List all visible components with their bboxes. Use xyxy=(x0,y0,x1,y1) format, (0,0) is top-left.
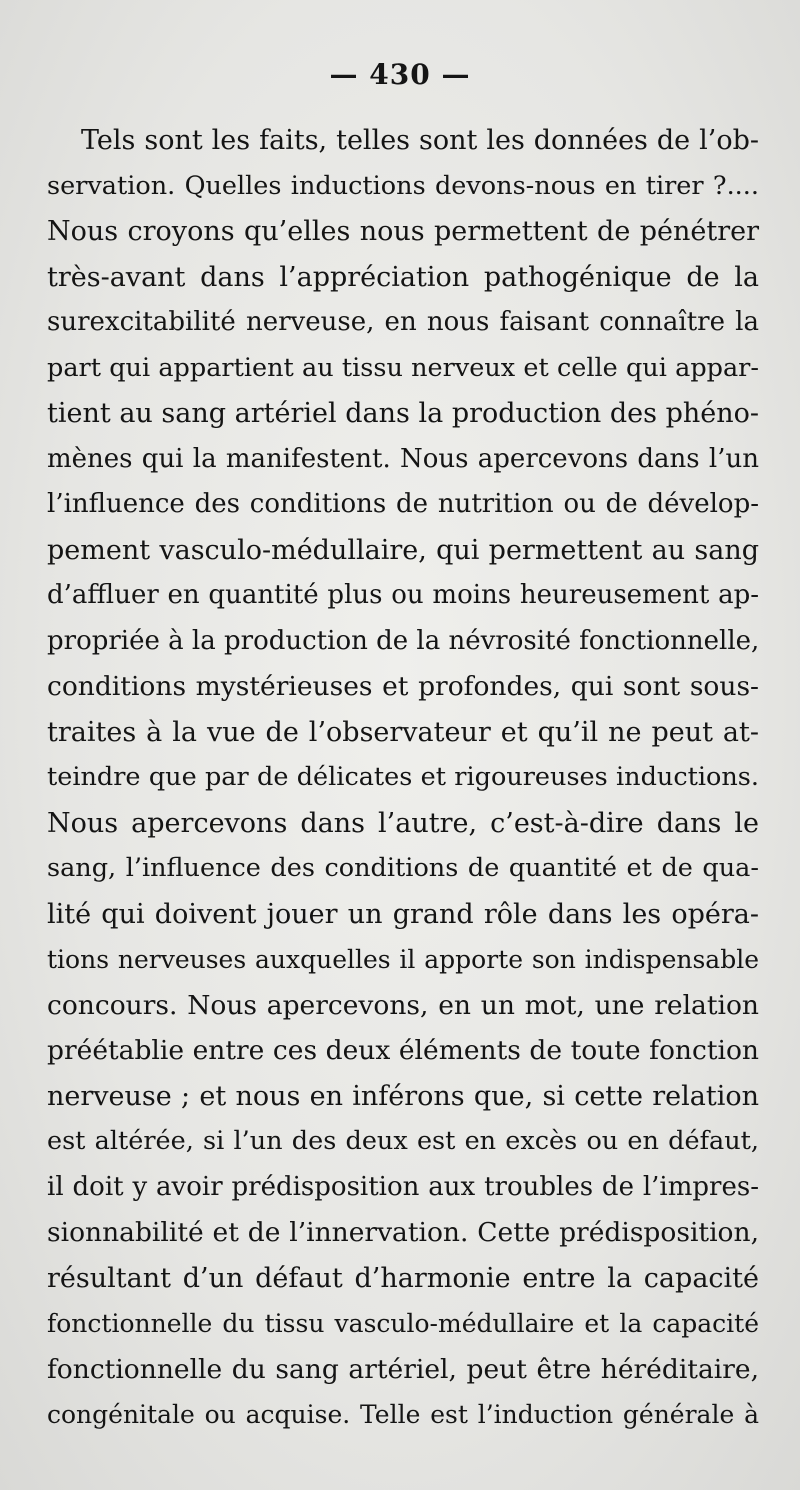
text-line: très-avant dans l’appréciation pathogénique de la xyxy=(47,261,759,293)
text-line: nerveuse ; et nous en inférons que, si cette relation xyxy=(47,1080,759,1112)
text-line: surexcitabilité nerveuse, en nous faisant connaître la xyxy=(47,307,759,337)
text-line: d’affluer en quantité plus ou moins heureusement ap- xyxy=(47,580,759,610)
text-line: l’influence des conditions de nutrition ou de dévelop- xyxy=(47,489,759,519)
text-line: congénitale ou acquise. Telle est l’induction générale à xyxy=(47,1400,759,1429)
text-line: tient au sang artériel dans la production des phéno- xyxy=(47,398,759,429)
text-line: sang, l’influence des conditions de quantité et de qua- xyxy=(47,853,759,883)
text-line: tions nerveuses auxquelles il apporte son indispensable xyxy=(47,945,759,974)
text-line: servation. Quelles inductions devons-nous en tirer ?.... xyxy=(47,170,759,201)
text-line: Tels sont les faits, telles sont les données de l’ob- xyxy=(81,125,759,156)
text-line: conditions mystérieuses et profondes, qui sont sous- xyxy=(47,671,759,702)
text-line: Nous apercevons dans l’autre, c’est-à-dire dans le xyxy=(47,807,759,839)
body-text xyxy=(47,118,759,1438)
text-line: lité qui doivent jouer un grand rôle dans les opéra- xyxy=(47,898,759,930)
text-line: traites à la vue de l’observateur et qu’il ne peut at- xyxy=(47,716,759,748)
text-line: teindre que par de délicates et rigoureuses inductions. xyxy=(47,762,759,792)
text-line: fonctionnelle du tissu vasculo-médullaire et la capacité xyxy=(47,1309,759,1338)
text-line: mènes qui la manifestent. Nous apercevons dans l’un xyxy=(47,443,759,474)
text-line: préétablie entre ces deux éléments de toute fonction xyxy=(47,1035,759,1066)
text-line: est altérée, si l’un des deux est en excès ou en défaut, xyxy=(47,1126,759,1156)
text-line: fonctionnelle du sang artériel, peut être héréditaire, xyxy=(47,1353,759,1385)
text-line: pement vasculo-médullaire, qui permettent au sang xyxy=(47,534,759,566)
text-line: Nous croyons qu’elles nous permettent de pénétrer xyxy=(47,216,759,247)
text-line: propriée à la production de la névrosité fonctionnelle, xyxy=(47,625,760,656)
text-line: il doit y avoir prédisposition aux troubles de l’impres- xyxy=(47,1171,759,1202)
text-line: sionnabilité et de l’innervation. Cette prédisposition, xyxy=(47,1217,759,1248)
text-line: concours. Nous apercevons, en un mot, une relation xyxy=(47,989,759,1021)
text-line: résultant d’un défaut d’harmonie entre la capacité xyxy=(47,1262,759,1294)
page-number: — 430 — xyxy=(329,58,471,91)
text-line: part qui appartient au tissu nerveux et celle qui appar- xyxy=(47,352,759,383)
